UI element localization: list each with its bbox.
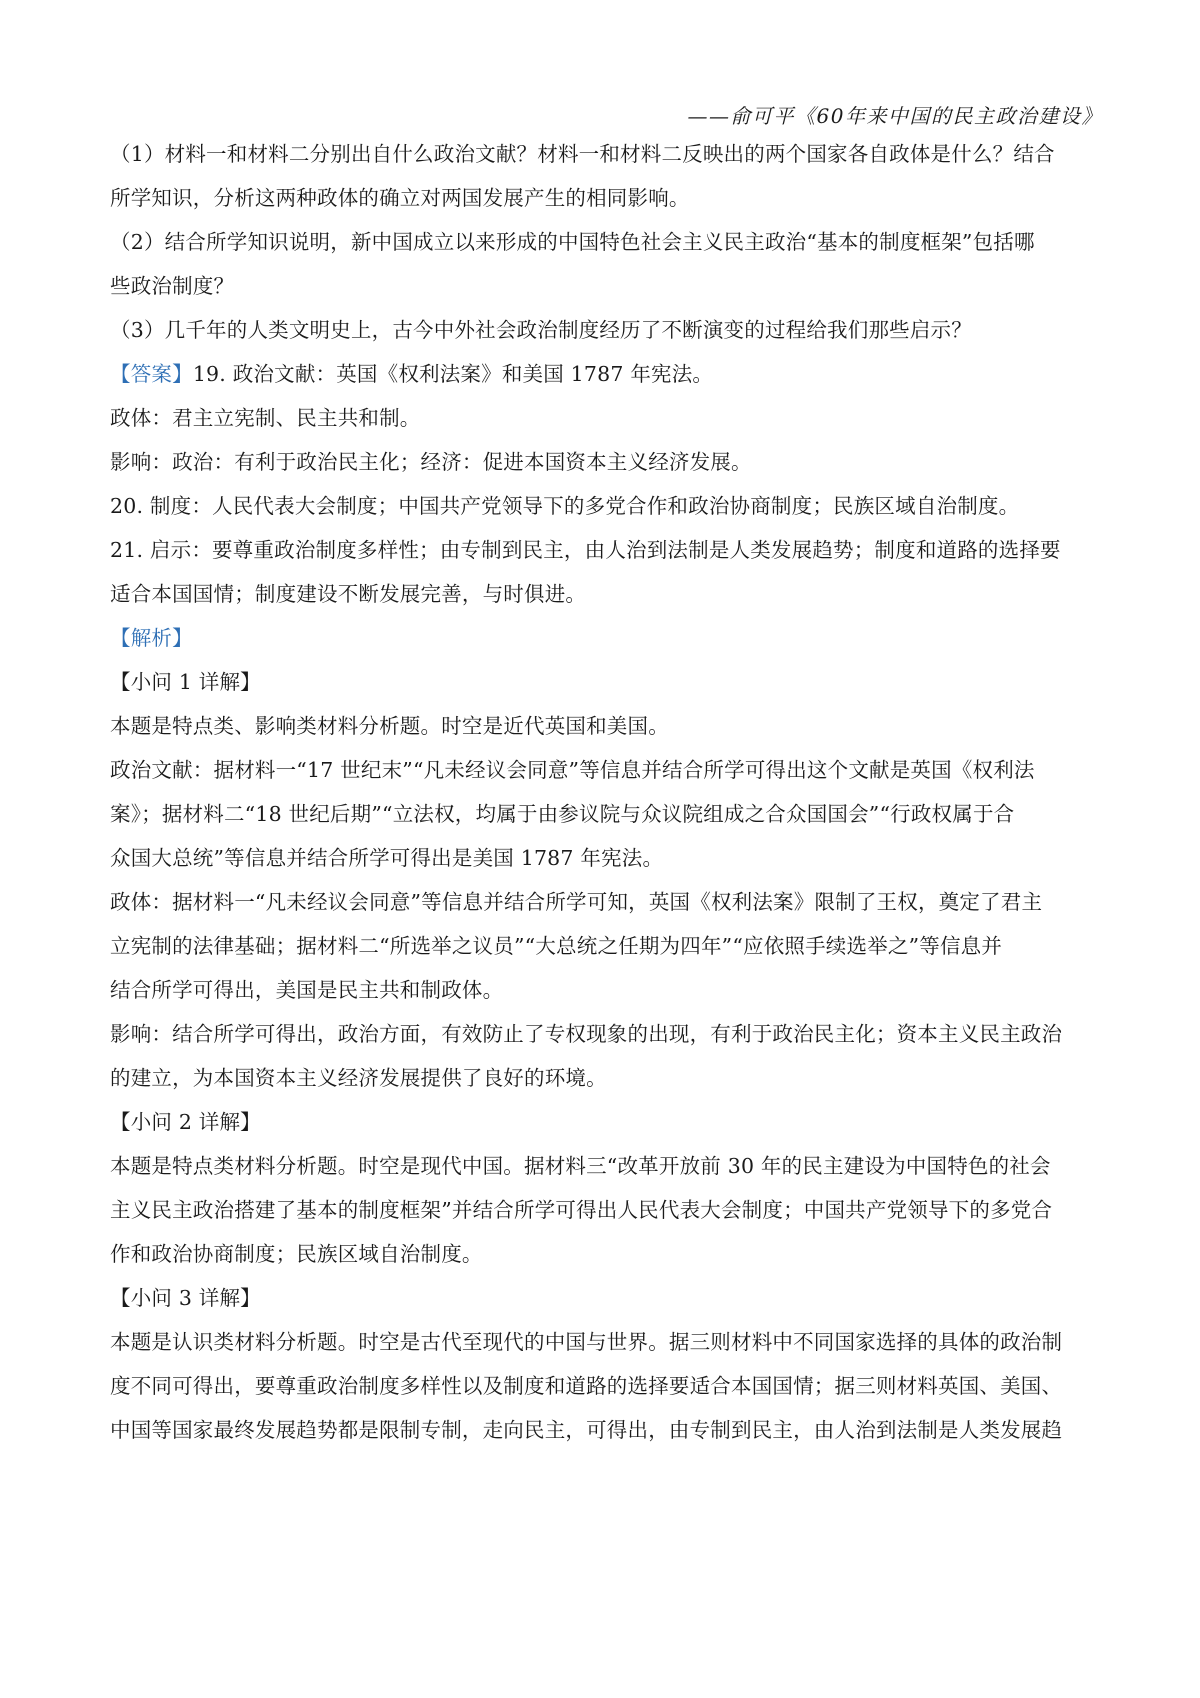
sub-question-3-line-1: 本题是认识类材料分析题。时空是古代至现代的中国与世界。据三则材料中不同国家选择的具体的政治制 <box>110 1330 1063 1354</box>
source-attribution: ——俞可平《60年来中国的民主政治建设》 <box>687 104 1103 128</box>
sub-question-1-line-5: 政体：据材料一“凡未经议会同意”等信息并结合所学可知，英国《权利法案》限制了王权，奠定了君主 <box>110 890 1043 914</box>
sub-question-3-heading: 【小问 3 详解】 <box>110 1286 261 1310</box>
sub-question-1-line-2: 政治文献：据材料一“17 世纪末”“凡未经议会同意”等信息并结合所学可得出这个文献是英国《权利法 <box>110 758 1035 782</box>
sub-question-1-heading: 【小问 1 详解】 <box>110 670 261 694</box>
question-1-line-2: 所学知识，分析这两种政体的确立对两国发展产生的相同影响。 <box>110 186 690 210</box>
answer-line-2: 政体：君主立宪制、民主共和制。 <box>110 406 421 430</box>
analysis-tag: 【解析】 <box>110 626 193 650</box>
sub-question-3-line-2: 度不同可得出，要尊重政治制度多样性以及制度和道路的选择要适合本国国情；据三则材料英国、美国、 <box>110 1374 1063 1398</box>
sub-question-1-line-9: 的建立，为本国资本主义经济发展提供了良好的环境。 <box>110 1066 607 1090</box>
question-3-line-1: （3）几千年的人类文明史上，古今中外社会政治制度经历了不断演变的过程给我们那些启示？ <box>110 318 972 342</box>
sub-question-1-line-7: 结合所学可得出，美国是民主共和制政体。 <box>110 978 504 1002</box>
sub-question-2-line-1: 本题是特点类材料分析题。时空是现代中国。据材料三“改革开放前 30 年的民主建设为中国特色的社会 <box>110 1154 1051 1178</box>
question-1-line-1: （1）材料一和材料二分别出自什么政治文献？材料一和材料二反映出的两个国家各自政体是什么？结合 <box>110 142 1055 166</box>
question-2-line-2: 些政治制度？ <box>110 274 235 298</box>
sub-question-1-line-6: 立宪制的法律基础；据材料二“所选举之议员”“大总统之任期为四年”“应依照手续选举之”等信息并 <box>110 934 1003 958</box>
sub-question-1-line-3: 案》；据材料二“18 世纪后期”“立法权，均属于由参议院与众议院组成之合众国国会”“行政权属于合 <box>110 802 1015 826</box>
sub-question-3-line-3: 中国等国家最终发展趋势都是限制专制，走向民主，可得出，由专制到民主，由人治到法制是人类发展趋 <box>110 1418 1063 1442</box>
answer-line-1 <box>110 360 1100 388</box>
sub-question-2-line-3: 作和政治协商制度；民族区域自治制度。 <box>110 1242 483 1266</box>
question-2-line-1: （2）结合所学知识说明，新中国成立以来形成的中国特色社会主义民主政治“基本的制度框架”包括哪 <box>110 230 1035 254</box>
answer-line-6: 适合本国国情；制度建设不断发展完善，与时俱进。 <box>110 582 587 606</box>
sub-question-2-line-2: 主义民主政治搭建了基本的制度框架”并结合所学可得出人民代表大会制度；中国共产党领导下的多党合 <box>110 1198 1053 1222</box>
answer-tag: 【答案】 <box>110 362 193 386</box>
sub-question-1-line-1: 本题是特点类、影响类材料分析题。时空是近代英国和美国。 <box>110 714 669 738</box>
answer-line-3: 影响：政治：有利于政治民主化；经济：促进本国资本主义经济发展。 <box>110 450 752 474</box>
answer-text-1: 19. 政治文献：英国《权利法案》和美国 1787 年宪法。 <box>192 362 714 386</box>
answer-line-5: 21. 启示：要尊重政治制度多样性；由专制到民主，由人治到法制是人类发展趋势；制度和道路的选择要 <box>110 538 1061 562</box>
sub-question-2-heading: 【小问 2 详解】 <box>110 1110 261 1134</box>
sub-question-1-line-8: 影响：结合所学可得出，政治方面，有效防止了专权现象的出现，有利于政治民主化；资本主义民主政治 <box>110 1022 1063 1046</box>
answer-line-4: 20. 制度：人民代表大会制度；中国共产党领导下的多党合作和政治协商制度；民族区域自治制度。 <box>110 494 1020 518</box>
sub-question-1-line-4: 众国大总统”等信息并结合所学可得出是美国 1787 年宪法。 <box>110 846 664 870</box>
